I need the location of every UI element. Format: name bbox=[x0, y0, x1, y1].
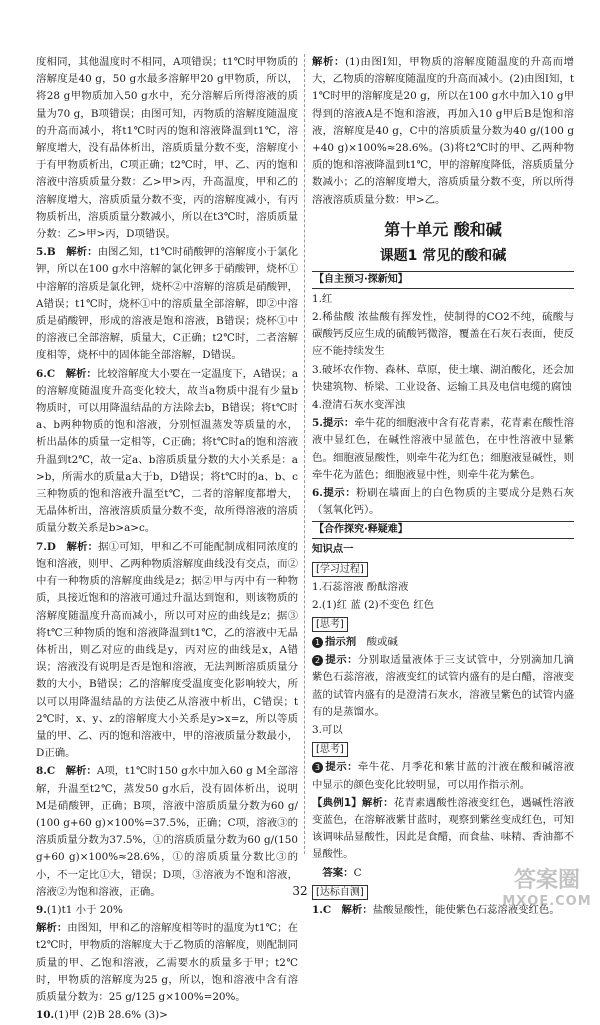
self-item-6 bbox=[312, 485, 574, 519]
answer-number: 8.C bbox=[36, 765, 56, 778]
process-item-3: 3.可以 bbox=[312, 724, 343, 737]
hint-text: 牵牛花、月季花和紫甘蓝的汁液在酸和碱溶液中显示的颜色变化比较明显，可以用作指示剂。 bbox=[312, 761, 575, 791]
hint-label: 提示： bbox=[325, 654, 358, 667]
hint-text: 分别取适量液体于三支试管中，分别滴加几滴紫色石蕊溶液，溶液变红的试管内盛有的是白醋，溶液变蓝的试管内盛有的是澄清石灰水，溶液呈紫色的试管内盛有的是蒸馏水。 bbox=[312, 654, 575, 718]
study-process-tag: [学习过程] bbox=[312, 562, 368, 577]
column-divider bbox=[304, 54, 305, 854]
answer-item-7 bbox=[36, 539, 298, 763]
hint-item-2 bbox=[312, 652, 574, 721]
analysis-text: A项，t1℃时150 g水中加入60 g M全部溶解，升温至t2℃，蒸发50 g水后，没有固体析出，说明M是硝酸钾，正确；B项，溶液中溶质质量分数为60 g/(100 g+60 g)×100%=37.5%，正确；C项，溶液③的溶质质量分数为37.5%，①的溶质质量分数为60 g/(150 g+60 g)×100%≈28.6%，①的溶质质量分数比③的小，不一定比①大，错误；D项，③溶液为不饱和溶液，溶液②为饱和溶液，正确。 bbox=[36, 765, 299, 898]
answer-item-9-analysis bbox=[36, 920, 298, 1006]
circled-number-icon: 3 bbox=[312, 762, 323, 773]
process-item: 1.石蕊溶液 酚酞溶液 bbox=[312, 580, 409, 593]
self-item-5 bbox=[312, 415, 574, 484]
analysis-text: 盐酸显酸性，能使紫色石蕊溶液变红色。 bbox=[372, 903, 560, 916]
answer-item-6 bbox=[36, 366, 298, 538]
answer-number: 9. bbox=[36, 903, 47, 916]
hint-text: 粉刷在墙面上的白色物质的主要成分是熟石灰（氢氧化钙）。 bbox=[312, 487, 575, 517]
self-test-tag: [达标自测] bbox=[312, 885, 368, 900]
watermark-logo bbox=[498, 868, 596, 914]
watermark-mark: 答案圈 bbox=[513, 868, 580, 893]
answer-number: 6.C bbox=[36, 367, 56, 380]
hint-item-1 bbox=[312, 634, 574, 651]
answer-item-10-analysis bbox=[312, 54, 574, 209]
analysis-label: 解析： bbox=[65, 765, 97, 778]
circled-number-icon: 1 bbox=[312, 637, 323, 648]
answer-number: 7.D bbox=[36, 540, 56, 553]
hint-label: 提示： bbox=[322, 487, 357, 500]
self-item: 4.澄清石灰水变浑浊 bbox=[312, 399, 406, 412]
self-item: 2.稀盐酸 浓盐酸有挥发性，使制得的CO2不纯，硫酸与碳酸钙反应生成的硫酸钙微溶，覆盖在石灰石表面，使反应不能持续发生 bbox=[312, 311, 574, 358]
analysis-label: 解析： bbox=[341, 903, 373, 916]
think-tag: [思考] bbox=[312, 742, 348, 757]
analysis-label: 解析： bbox=[66, 540, 99, 553]
example-text: 花青素遇酸性溶液变红色，遇碱性溶液变蓝色，在溶解液紫甘蓝时，观察到紫丝变成红色，可知该调味品显酸性，因此是食醋，而食盐、味精、香油都不显酸性。 bbox=[312, 796, 575, 861]
example-label: 【典例1】 bbox=[312, 796, 362, 809]
left-column bbox=[36, 54, 298, 1025]
example-item bbox=[312, 795, 574, 864]
hint-label: 提示： bbox=[322, 417, 355, 430]
analysis-text: (1)由图Ⅰ知，甲物质的溶解度随温度的升高而增大，乙物质的溶解度随温度的升高而减小。(2)由图Ⅰ知，t1℃时甲的溶解度是20 g，所以在100 g水中加入10 g甲得到的溶液A是不饱和溶液，再加入10 g甲后B是饱和溶液，溶解度是40 g，C中的溶质质量分数为40 g/(100 g+40 g)×100%≈28.6%。(3)将t2℃时的甲、乙两种物质的饱和溶液降温到t1℃，甲的溶解度降低，溶质质量分数减小；乙的溶解度增大，溶质质量分数不变，所以所得溶液溶质质量分数：甲>乙。 bbox=[312, 56, 574, 206]
analysis-label: 解析： bbox=[312, 56, 346, 68]
answer-item-10 bbox=[36, 1007, 298, 1024]
answer-item-9 bbox=[36, 902, 298, 919]
page-number: 32 bbox=[292, 884, 308, 898]
section-header-self-study: 【自主预习·探新知】 bbox=[312, 271, 574, 289]
hint-item-3 bbox=[312, 759, 574, 793]
self-item: 3.破坏农作物、森林、草原，使土壤、湖泊酸化，还会加快建筑物、桥梁、工业设备、运输工具及电信电缆的腐蚀 bbox=[312, 363, 574, 393]
analysis-text: 由图乙知，t1℃时硝酸钾的溶解度小于氯化钾，所以在100 g水中溶解的氯化钾多于硝酸钾，烧杯①中溶解的溶质是氯化钾，烧杯②中溶解的溶质是硝酸钾，A错误；t1℃时，烧杯①中的溶质量全部溶解，即②中溶质是硝酸钾，形成的溶液是饱和溶液，B错误；烧杯①中的溶液已全部溶解，质量大，C正确；t2℃时，二者溶解度相等，烧杯中的固体能全部溶解，D错误。 bbox=[36, 246, 298, 362]
watermark-site: MXQE.COM bbox=[502, 894, 592, 909]
lesson-title: 课题1 常见的酸和碱 bbox=[379, 247, 507, 264]
self-item: 1.红 bbox=[312, 292, 333, 305]
hint-text: 牵牛花的细胞液中含有花青素，花青素在酸性溶液中显红色，在碱性溶液中显蓝色，在中性溶液中显紫色。细胞液显酸性，则牵牛花为红色；细胞液显碱性，则牵牛花为蓝色；细胞液显中性，则牵牛花为紫色。 bbox=[312, 417, 575, 481]
analysis-text: 据①可知，甲和乙不可能配制成相同浓度的饱和溶液，则甲、乙两种物质溶解度曲线没有交点，而②中有一种物质的溶解度曲线是z；据②甲与丙中有一种物质，具接近饱和的溶液可通过升温达到饱和，则该物质的溶解度随温度升高而减小，所以可对应的曲线是z；据③将t℃三种物质的饱和溶液降温到t1℃，乙的溶液中无晶体析出，则乙对应的曲线是y，丙对应的曲线是x，A错误；溶液没有说明是否是饱和溶液，无法判断溶质质量分数的大小，B错误；乙的溶解度受温度变化影响较大，所以可以用降温结晶的方法使乙从溶液中析出，C错误；t2℃时，x、y、z的溶解度大小关系是y>x=z，所以等质量的甲、乙、丙的饱和溶液中，甲的溶液质量分数最小，D正确。 bbox=[36, 540, 299, 760]
answer-number: 10. bbox=[36, 1009, 55, 1022]
knowledge-point-title: 知识点一 bbox=[312, 543, 354, 556]
think-tag: [思考] bbox=[312, 617, 348, 632]
hint-label: 指示剂 bbox=[325, 636, 357, 649]
hint-text: 酸或碱 bbox=[366, 636, 398, 649]
answer-item-5 bbox=[36, 244, 298, 364]
answer-paragraph: 度相同，其他温度时不相同，A项错误；t1℃时甲物质的溶解度是40 g，50 g水最多溶解甲20 g甲物质，所以，将28 g甲物质加入50 g水中，充分溶解后所得溶液的质量为70 g，B项错误；由图可知，丙物质的溶解度随温度的升高而减小，将t1℃时丙的饱和溶液降温到t1℃，溶解度增大，没有晶体析出，溶质质量分数不变，溶解度小于有甲物质析出，C项正确；t2℃时，甲、乙、丙的饱和溶液中溶质质量分数：乙>甲>丙，升高温度，甲和乙的溶解度增大，溶质质量分数不变，丙的溶解度减小，有丙物质析出，溶质质量分数减小，所以在t3℃时，溶质质量分数：乙>甲>丙，D项错误。 bbox=[36, 56, 298, 241]
answer-text: (1)甲 (2)B 28.6% (3)> bbox=[54, 1009, 168, 1022]
unit-title: 第十单元 酸和碱 bbox=[384, 219, 502, 239]
right-column bbox=[312, 54, 574, 920]
process-item: 2.(1)红 蓝 (2)不变色 红色 bbox=[312, 598, 434, 611]
analysis-label: 解析： bbox=[66, 246, 98, 259]
analysis-text: 比较溶解度大小要在一定温度下，A错误；a的溶解度随温度升高变化较大，故当a物质中混有少量b物质时，可以用降温结晶的方法除去b，B错误；将t℃时a、b两种物质的饱和溶液，分别恒温蒸发等质量的水，析出晶体的质量一定相等，C正确；将t℃时a的饱和溶液升温到t2℃，故一定a、b溶质质量分数的大小关系是：a>b，所需水的质量a大于b，D错误；将t℃时的a、b、c三种物质的饱和溶液升温至t℃，二者的溶解度都增大，无晶体析出，溶液溶质质量分数不变，故所得溶液的溶质质量分数关系是b>a>c。 bbox=[36, 367, 299, 535]
answer-number: 5.B bbox=[36, 246, 56, 259]
analysis-label: 解析： bbox=[65, 367, 97, 380]
analysis-text: 由图知，甲和乙的溶解度相等时的温度为t1℃；在t2℃时，甲物质的溶解度大于乙物质的溶解度，则配制同质量的甲、乙饱和溶液，乙需要水的质量多于甲；t2℃时，甲物质的溶解度为25 g，所以，饱和溶液中含有溶质质量分数为：25 g/125 g×100%=20%。 bbox=[36, 922, 298, 1003]
hint-label: 提示： bbox=[325, 761, 358, 774]
circled-number-icon: 2 bbox=[312, 655, 323, 666]
analysis-label: 解析： bbox=[36, 922, 68, 935]
section-header-cooperative: 【合作探究·释疑难】 bbox=[312, 521, 574, 539]
answer-text: (1)t1 小于 20% bbox=[46, 903, 123, 916]
item-number: 6. bbox=[312, 487, 323, 500]
item-number: 5. bbox=[312, 417, 323, 430]
item-number: 1.C bbox=[312, 903, 332, 916]
answer-item-8 bbox=[36, 763, 298, 901]
analysis-label: 解析： bbox=[361, 796, 394, 809]
answer-label: 答案： bbox=[322, 866, 354, 879]
answer-value: C bbox=[353, 866, 362, 879]
